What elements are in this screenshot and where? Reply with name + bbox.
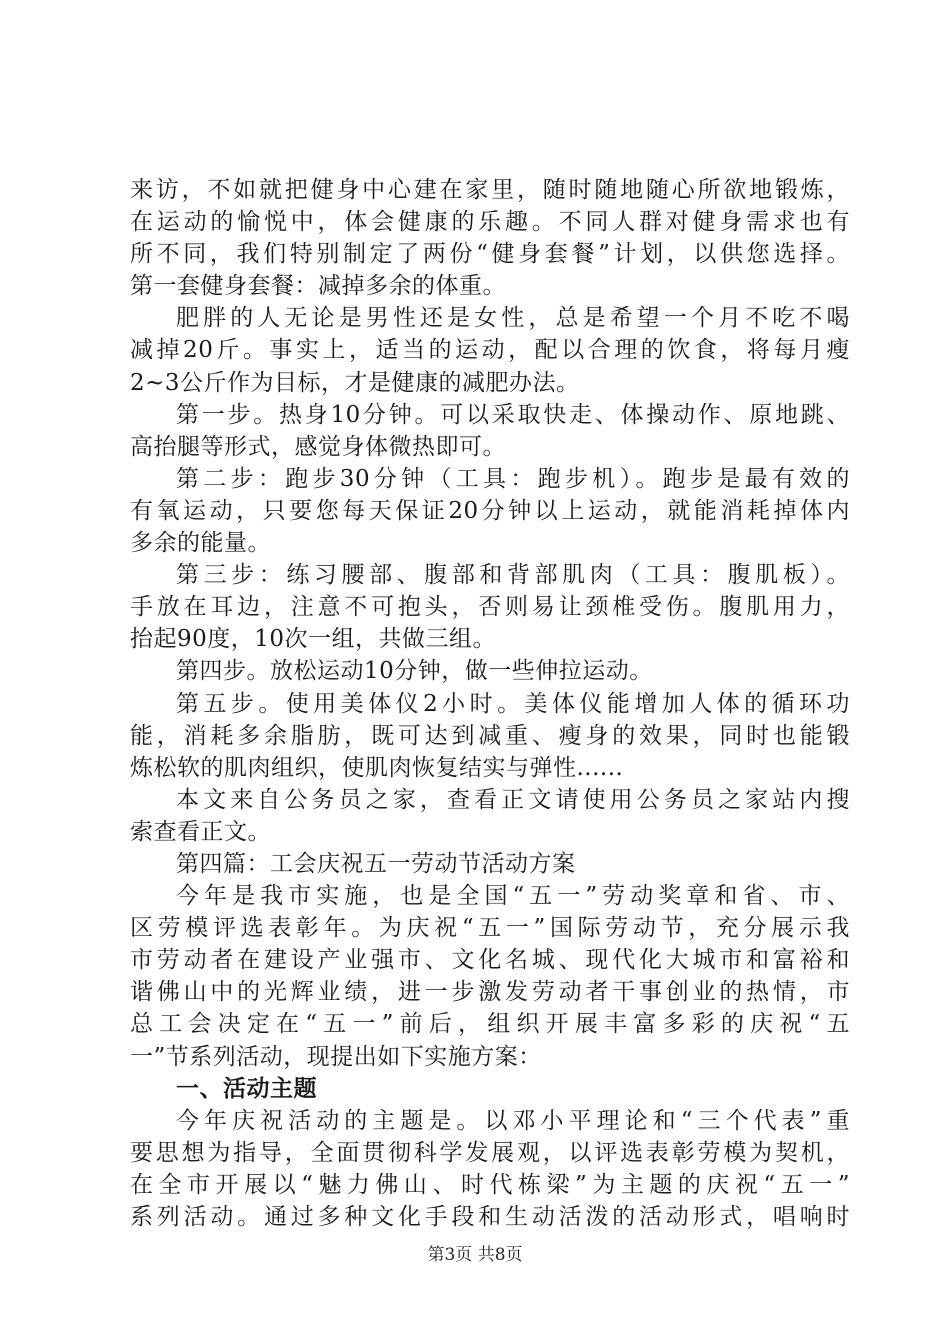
- text-line: 今年庆祝活动的主题是。以邓小平理论和“三个代表”重: [176, 1107, 850, 1134]
- text-line: 来访，不如就把健身中心建在家里，随时随地随心所欲地锻炼，: [130, 177, 850, 203]
- text-line: 在运动的愉悦中，体会健康的乐趣。不同人群对健身需求也有: [130, 209, 850, 236]
- text-line: 第四步。放松运动10分钟，做一些伸拉运动。: [176, 658, 653, 685]
- page-number-footer: 第3页 共8页: [427, 1245, 523, 1265]
- text-line: 高抬腿等形式，感觉身体微热即可。: [130, 433, 506, 460]
- text-line: 第二步：跑步30分钟（工具：跑步机）。跑步是最有效的: [176, 465, 850, 492]
- text-line: 索查看正文。: [130, 818, 271, 845]
- text-line: 一”节系列活动，现提出如下实施方案：: [130, 1043, 542, 1070]
- document-body: [130, 174, 850, 1233]
- text-line: 在全市开展以“魅力佛山、时代栋梁”为主题的庆祝“五一”: [130, 1171, 850, 1198]
- text-line: 炼松软的肌肉组织，使肌肉恢复结实与弹性......: [130, 754, 624, 781]
- text-line: 谐佛山中的光辉业绩，进一步激发劳动者干事创业的热情，市: [130, 979, 850, 1006]
- text-line: 今年是我市实施，也是全国“五一”劳动奖章和省、市、: [176, 883, 850, 910]
- text-line: 第三步：练习腰部、腹部和背部肌肉（工具：腹肌板）。: [176, 562, 850, 589]
- text-line: 第一套健身套餐：减掉多余的体重。: [130, 273, 506, 300]
- text-line: 第四篇：工会庆祝五一劳动节活动方案: [176, 850, 576, 877]
- section-heading: 一、活动主题: [176, 1075, 317, 1102]
- text-line: 多余的能量。: [130, 530, 271, 557]
- text-line: 2~3公斤作为目标，才是健康的减肥办法。: [130, 369, 580, 396]
- text-line: 肥胖的人无论是男性还是女性，总是希望一个月不吃不喝: [176, 305, 850, 332]
- text-line: 区劳模评选表彰年。为庆祝“五一”国际劳动节，充分展示我: [130, 915, 850, 942]
- text-line: 能，消耗多余脂肪，既可达到减重、瘦身的效果，同时也能锻: [130, 722, 850, 749]
- text-line: 第五步。使用美体仪2小时。美体仪能增加人体的循环功: [176, 690, 850, 717]
- text-line: 有氧运动，只要您每天保证20分钟以上运动，就能消耗掉体内: [130, 497, 850, 524]
- text-line: 系列活动。通过多种文化手段和生动活泼的活动形式，唱响时: [130, 1204, 850, 1230]
- text-line: 手放在耳边，注意不可抱头，否则易让颈椎受伤。腹肌用力，: [130, 594, 850, 621]
- text-line: 第一步。热身10分钟。可以采取快走、体操动作、原地跳、: [176, 401, 850, 428]
- text-line: 所不同，我们特别制定了两份“健身套餐”计划，以供您选择。: [130, 241, 850, 268]
- text-line: 要思想为指导，全面贯彻科学发展观，以评选表彰劳模为契机，: [130, 1139, 850, 1166]
- text-line: 抬起90度，10次一组，共做三组。: [130, 626, 497, 653]
- text-line: 市劳动者在建设产业强市、文化名城、现代化大城市和富裕和: [130, 947, 850, 974]
- text-line: 减掉20斤。事实上，适当的运动，配以合理的饮食，将每月瘦: [130, 337, 850, 364]
- text-line: 本文来自公务员之家，查看正文请使用公务员之家站内搜: [176, 786, 850, 813]
- text-line: 总工会决定在“五一”前后，组织开展丰富多彩的庆祝“五: [130, 1011, 850, 1038]
